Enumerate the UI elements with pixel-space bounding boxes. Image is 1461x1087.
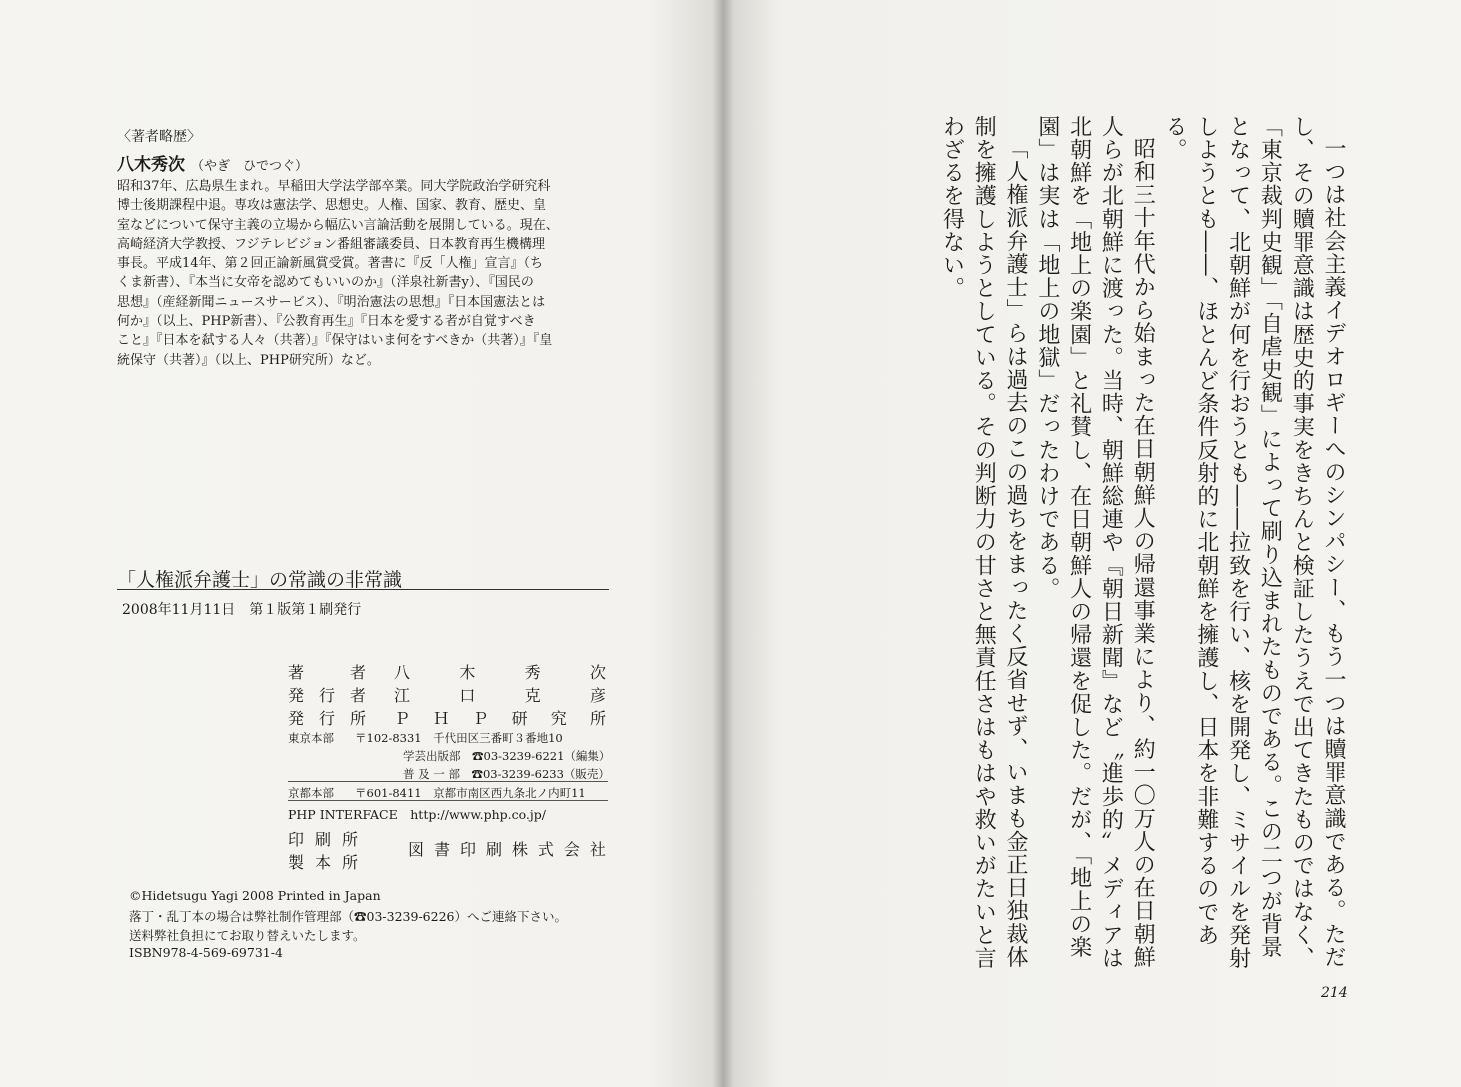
name-char: 八 [394,663,411,682]
address-rule [288,800,608,801]
name-char: 克 [524,686,541,705]
credit-publishing-house [288,706,608,729]
name-char: 究 [550,709,567,728]
credit-role [288,660,366,683]
bio-line: 高崎経済大学教授、フジテレビジョン番組審議委員、日本教育再生機構理 [117,236,545,252]
address-rule [288,781,608,782]
credit-publisher [288,683,608,706]
credit-name [394,706,606,729]
kyoto-address: 〒601-8411 京都市南区西九条北ノ内町11 [355,786,586,800]
name-char: Ｐ [472,709,489,728]
binder-role [288,850,358,873]
role-char: 製 [288,853,305,872]
author-reading: （やぎ ひでつぐ） [191,159,309,174]
name-char: 次 [589,663,606,682]
author-name-line [117,150,308,175]
name-char: 秀 [524,663,541,682]
name-char: Ｈ [433,709,450,728]
author-name: 八木秀次 [117,155,185,175]
shipping-notice: 送料弊社負担にてお取り替えいたします。 [129,928,366,943]
tokyo-address: 〒102-8331 千代田区三番町３番地10 [355,731,563,745]
defect-notice: 落丁・乱丁本の場合は弊社制作管理部（☎03-3239-6226）へご連絡下さい。 [129,909,567,924]
page-number: 214 [1321,985,1348,1001]
bio-line: 室などについて保守主義の立場から幅広い言論活動を展開している。現在、 [117,217,559,233]
name-char: Ｐ [394,709,411,728]
name-char: 木 [459,663,476,682]
credit-name [394,660,606,683]
name-char: 口 [459,686,476,705]
printer-name [408,837,606,860]
body-text [939,115,1349,970]
role-char: 刷 [314,830,331,849]
name-char: 社 [589,840,606,859]
name-char: 彦 [589,686,606,705]
role-char: 発 [288,686,305,705]
book-title: 「人権派弁護士」の常識の非常識 [117,569,403,591]
name-char: 図 [408,840,425,859]
bio-line: 何か』（以上、PHP新書）、『公教育再生』『日本を愛する者が自覚すべき [117,314,536,330]
name-char: 書 [433,840,450,859]
name-char: 株 [511,840,528,859]
role-char: 者 [349,663,366,682]
name-char: 式 [537,840,554,859]
printer-roles [288,827,358,873]
printer-role [288,827,358,850]
role-char: 著 [288,663,305,682]
credit-name [394,683,606,706]
name-char: 印 [459,840,476,859]
running-head-bleed [1183,67,1195,84]
role-char: 所 [341,830,358,849]
body-paragraph: 「人権派弁護士」らは過去のこの過ちをまったく反省せず、いまも金正日独裁体制を擁護しようとしている。その判断力の甘さと無責任さはもはや救いがたいと言わざるを得ない。 [939,115,1029,970]
gakugei-phone: 学芸出版部 ☎03-3239-6221（編集） [403,749,611,763]
name-char: 研 [511,709,528,728]
bio-line: 事長。平成14年、第２回正論新風賞受賞。著書に『反「人権」宣言』（ち [117,256,544,272]
credit-author [288,660,608,683]
php-interface: PHP INTERFACE http://www.php.co.jp/ [288,807,546,822]
role-char: 行 [318,686,335,705]
credit-role [288,683,366,706]
credit-printer [288,827,608,873]
role-char: 者 [349,686,366,705]
kyoto-label: 京都本部 [288,786,334,800]
title-rule [117,589,609,590]
isbn: ISBN978-4-569-69731-4 [129,945,283,960]
body-paragraph: 昭和三十年代から始まった在日朝鮮人の帰還事業により、約一〇万人の在日朝鮮人らが北朝鮮に渡った。当時、朝鮮総連や『朝日新聞』など〝進歩的〟メディアは北朝鮮を「地上の楽園」と礼賛し、在日朝鮮人の帰還を促した。だが、「地上の楽園」は実は「地上の地獄」だったわけである。 [1034,115,1156,970]
book-gutter [712,0,734,1087]
bio-line: こと』『日本を弑する人々（共著）』『保守はいま何をすべきか（共著）』『皇 [117,333,553,349]
name-char: 刷 [485,840,502,859]
body-paragraph: 一つは社会主義イデオロギーへのシンパシー、もう一つは贖罪意識である。ただし、その贖罪意識は歴史的事実をきちんと検証したうえで出てきたものではなく、「東京裁判史観」「自虐史観」によって刷り込まれたものである。この二つが背景となって、北朝鮮が何を行おうとも――拉致を行い、核を開発し、ミサイルを発射しようとも――、ほとんど条件反射的に北朝鮮を擁護し、日本を非難するのである。 [1162,115,1346,970]
bio-line: 博士後期課程中退。専攻は憲法学、思想史。人権、国家、教育、歴史、皇 [117,198,547,214]
name-char: 江 [394,686,411,705]
name-char: 会 [563,840,580,859]
bio-line: くま新書）、『本当に女帝を認めてもいいのか』（洋泉社新書y）、『国民の [117,275,534,291]
author-bio [117,177,617,370]
role-char: 印 [288,830,305,849]
role-char: 所 [349,709,366,728]
bio-line: 統保守（共著）』（以上、PHP研究所）など。 [117,352,380,368]
role-char: 本 [314,853,331,872]
name-char: 所 [589,709,606,728]
role-char: 発 [288,709,305,728]
bio-heading: 〈著者略歴〉 [117,129,201,145]
bio-line: 昭和37年、広島県生まれ。早稲田大学法学部卒業。同大学院政治学研究科 [117,179,551,194]
bio-line: 思想』（産経新聞ニュースサービス）、『明治憲法の思想』『日本国憲法とは [117,294,546,310]
role-char: 行 [318,709,335,728]
copyright-line: ©Hidetsugu Yagi 2008 Printed in Japan [129,888,381,903]
publication-date: 2008年11月11日 第１版第１刷発行 [122,602,362,618]
credit-role [288,706,366,729]
fukyu-phone: 普 及 一 部 ☎03-3239-6233（販売） [403,767,610,781]
tokyo-label: 東京本部 [288,731,334,745]
role-char: 所 [341,853,358,872]
